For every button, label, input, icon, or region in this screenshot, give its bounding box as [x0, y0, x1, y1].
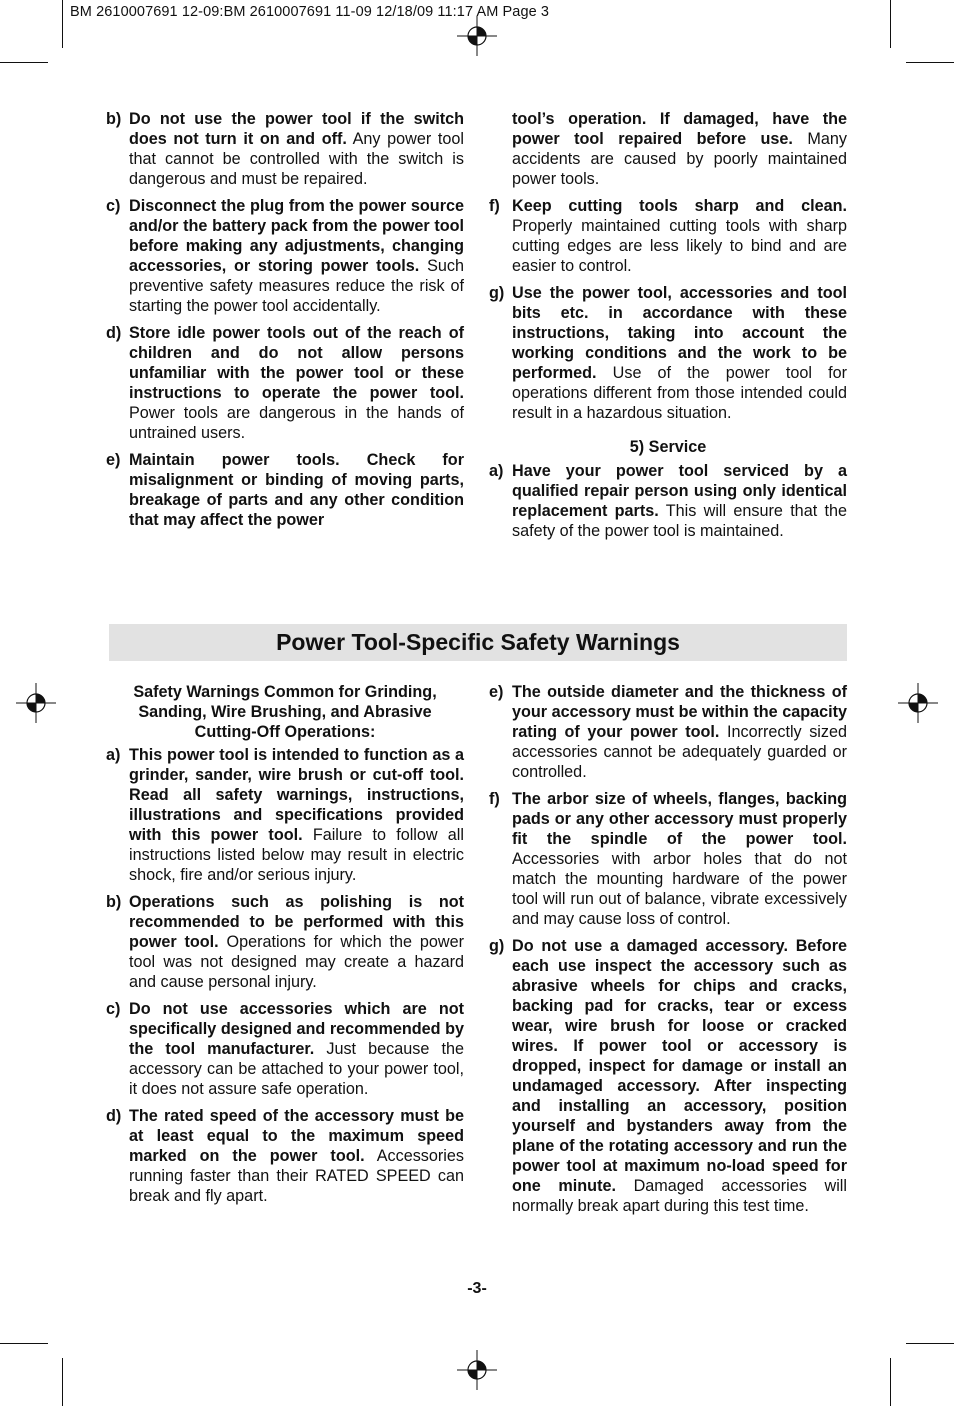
crop-mark [906, 62, 954, 63]
registration-mark-icon [457, 16, 497, 56]
item-letter: c) [106, 1000, 121, 1018]
registration-mark-icon [16, 683, 56, 723]
list-item [106, 196, 464, 316]
list-item [106, 323, 464, 443]
item-text: Incorrectly sized accessories cannot be adequately guarded or controlled. [512, 723, 847, 781]
item-letter: b) [106, 110, 122, 128]
crop-mark [0, 62, 48, 63]
item-letter: d) [106, 1107, 122, 1125]
subheading: Safety Warnings Common for Grinding, Sanding, Wire Brushing, and Abrasive Cutting-Off Operations: [133, 683, 437, 741]
item-letter: d) [106, 324, 122, 342]
item-bold-text: The arbor size of wheels, flanges, backing pads or any other accessory must properly fit the spindle of the power tool. [512, 790, 847, 848]
list-item [106, 892, 464, 992]
item-bold-text: Do not use a damaged accessory. Before each use inspect the accessory such as abrasive wheels for chips and cracks, backing pad for cracks, tear or excess wear, wire brush for loose or cracked wires. If power tool or accessory is dropped, inspect for damage or install an undamaged accessory. After inspecting and installing an accessory, position yourself and bystanders away from the plane of the rotating accessory and run the power tool at maximum no-load speed for one minute. [512, 937, 847, 1195]
item-text: Power tools are dangerous in the hands of untrained users. [129, 404, 464, 442]
bottom-right-column [489, 682, 847, 1223]
item-text: Many accidents are caused by poorly maintained power tools. [512, 130, 847, 188]
item-text: Accessories running faster than their RATED SPEED can break and fly apart. [129, 1147, 464, 1205]
item-text: This will ensure that the safety of the power tool is maintained. [512, 502, 847, 540]
item-letter: e) [106, 451, 121, 469]
list-item [489, 936, 847, 1216]
crop-mark [62, 1358, 63, 1406]
item-text: Use of the power tool for operations different from those intended could result in a hazardous situation. [512, 364, 847, 422]
item-text: Damaged accessories will normally break apart during this test time. [512, 1177, 847, 1215]
list-item [106, 745, 464, 885]
crop-mark [0, 1343, 48, 1344]
list-item [489, 461, 847, 541]
item-text: Operations for which the power tool was not designed may create a hazard and cause personal injury. [129, 933, 464, 991]
crop-mark [890, 0, 891, 48]
item-letter: f) [489, 197, 500, 215]
item-bold-text: Keep cutting tools sharp and clean. [512, 197, 847, 215]
top-left-column [106, 109, 464, 537]
item-text: Failure to follow all instructions listed below may result in electric shock, fire and/or serious injury. [129, 826, 464, 884]
item-letter: b) [106, 893, 122, 911]
list-item [106, 1106, 464, 1206]
crop-mark [906, 1343, 954, 1344]
item-bold-text: Maintain power tools. Check for misalignment or binding of moving parts, breakage of parts and any other condition that may affect the power [129, 451, 464, 529]
item-letter: g) [489, 284, 505, 302]
section-banner-title: Power Tool-Specific Safety Warnings [109, 624, 847, 661]
page-number: -3- [467, 1280, 487, 1297]
registration-mark-icon [457, 1350, 497, 1390]
print-slug: BM 2610007691 12-09:BM 2610007691 11-09 12/18/09 11:17 AM Page 3 [70, 4, 550, 20]
item-bold-text: Store idle power tools out of the reach of children and do not allow persons unfamiliar with the power tool or these instructions to operate the power tool. [129, 324, 464, 402]
item-bold-text: Disconnect the plug from the power source and/or the battery pack from the power tool before making any adjustments, changing accessories, or storing power tools. [129, 197, 464, 275]
list-item [489, 682, 847, 782]
service-heading: 5) Service [629, 438, 707, 456]
item-bold-text: This power tool is intended to function as a grinder, sander, wire brush or cut-off tool. Read all safety warnings, instructions, illustrations and specifications provided with this power tool. [129, 746, 464, 844]
item-bold-text: Operations such as polishing is not recommended to be performed with this power tool. [129, 893, 464, 951]
item-bold-text: Do not use the power tool if the switch does not turn it on and off. [129, 110, 464, 148]
item-letter: a) [489, 462, 504, 480]
list-item [489, 196, 847, 276]
item-text: Such preventive safety measures reduce the risk of starting the power tool accidentally. [129, 257, 464, 315]
item-bold-text: tool’s operation. If damaged, have the power tool repaired before use. [512, 110, 847, 148]
continued-item [512, 109, 847, 189]
list-item [489, 283, 847, 423]
bottom-left-column [106, 682, 464, 1213]
list-item [106, 999, 464, 1099]
list-item [106, 109, 464, 189]
item-bold-text: Use the power tool, accessories and tool bits etc. in accordance with these instructions, taking into account the working conditions and the work to be performed. [512, 284, 847, 382]
list-item [106, 450, 464, 530]
item-text: Accessories with arbor holes that do not match the mounting hardware of the power tool will run out of balance, vibrate excessively and may cause loss of control. [512, 850, 847, 928]
item-bold-text: The rated speed of the accessory must be at least equal to the maximum speed marked on the power tool. [129, 1107, 464, 1165]
item-letter: a) [106, 746, 121, 764]
registration-mark-icon [898, 683, 938, 723]
item-text: Any power tool that cannot be controlled with the switch is dangerous and must be repaired. [129, 130, 464, 188]
list-item [489, 789, 847, 929]
item-bold-text: The outside diameter and the thickness of your accessory must be within the capacity rating of your power tool. [512, 683, 847, 741]
crop-mark [890, 1358, 891, 1406]
item-letter: f) [489, 790, 500, 808]
crop-mark [62, 0, 63, 48]
item-letter: c) [106, 197, 121, 215]
item-bold-text: Have your power tool serviced by a qualified repair person using only identical replacement parts. [512, 462, 847, 520]
item-text: Just because the accessory can be attached to your power tool, it does not assure safe operation. [129, 1040, 464, 1098]
item-bold-text: Do not use accessories which are not specifically designed and recommended by the tool manufacturer. [129, 1000, 464, 1058]
item-letter: e) [489, 683, 504, 701]
top-right-column [489, 109, 847, 548]
item-letter: g) [489, 937, 505, 955]
item-text: Properly maintained cutting tools with sharp cutting edges are less likely to bind and are easier to control. [512, 217, 847, 275]
